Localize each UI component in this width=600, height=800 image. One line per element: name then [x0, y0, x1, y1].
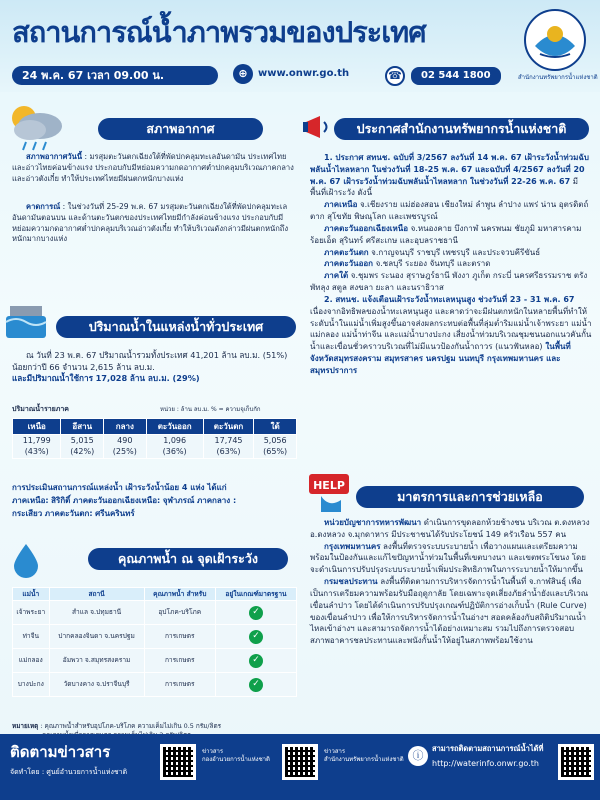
help-sign-icon: [307, 470, 353, 514]
report-date: 24 พ.ค. 67 เวลา 09.00 น.: [12, 66, 218, 85]
info-icon: ⓘ: [408, 746, 428, 766]
announce-p1-tail: มีพื้นที่เฝ้าระวัง ดังนี้: [310, 176, 578, 198]
central-dam: กระเสียว: [12, 508, 43, 518]
region-table-unit: หน่วย : ล้าน ลบ.ม. % = ความจุเก็บกัก: [160, 406, 261, 413]
quality-column-header: สถานี: [49, 588, 144, 601]
footer-follow: ติดตามข่าวสาร: [10, 743, 111, 761]
storage-summary-text: ณ วันที่ 23 พ.ค. 67 ปริมาณน้ำรวมทั้งประเทศ 41,201 ล้าน ลบ.ม. (51%) น้อยกว่าปี 66 จำนวน 2,615 ล้าน ลบ.ม.: [12, 350, 288, 372]
announce-ne-label: ภาคตะวันออกเฉียงเหนือ: [324, 223, 409, 233]
announce-body: [310, 152, 592, 377]
help-sign-text: HELP: [313, 479, 345, 492]
qr-code-nwc[interactable]: [160, 744, 196, 780]
water-drop-icon: [6, 540, 46, 580]
region-value: [254, 435, 297, 459]
region-value: [104, 435, 147, 459]
quality-river: ท่าจีน: [13, 625, 50, 649]
qr-code-onwr[interactable]: [282, 744, 318, 780]
region-percent: (65%): [263, 446, 288, 456]
announce-north-text: จ.เชียงราย แม่ฮ่องสอน เชียงใหม่ ลำพูน ลำปาง แพร่ น่าน อุตรดิตถ์ ตาก สุโขทัย พิษณุโลก และเพชรบูรณ์: [310, 200, 589, 222]
quality-column-header: แม่น้ำ: [13, 588, 50, 601]
region-header: กลาง: [104, 419, 147, 435]
north-label: ภาคเหนือ:: [12, 495, 49, 505]
footer-url[interactable]: http://waterinfo.onwr.go.th: [432, 759, 539, 768]
announce-west-text: จ.กาญจนบุรี ราชบุรี เพชรบุรี และประจวบคีรีขันธ์: [368, 247, 541, 257]
phone-icon: ☎: [385, 66, 405, 86]
quality-status: [215, 625, 296, 649]
announce-p1-lead: 1. ประกาศ สทนช. ฉบับที่ 3/2567 ลงวันที่ 14 พ.ค. 67 เฝ้าระวังน้ำท่วมฉับพลันน้ำไหลหลาก ในช่วงวันที่ 18-25 พ.ค. 67 และฉบับที่ 4/2567 ลงวันที่ 20 พ.ค. 67 เฝ้าระวังน้ำท่วมฉับพลันน้ำไหลหลาก ในช่วงวันที่ 22-26 พ.ค. 67: [310, 153, 589, 186]
region-volume: 5,015: [70, 436, 94, 446]
phone-number: 02 544 1800: [411, 67, 501, 85]
region-volume: 490: [117, 436, 133, 446]
weather-today: [12, 152, 297, 184]
usable-prefix: และมีปริมาณน้ำใช้การ: [12, 373, 93, 384]
weather-forecast: [12, 202, 297, 245]
region-header: ตะวันออก: [146, 419, 203, 435]
quality-river: บางปะกง: [13, 673, 50, 697]
m2-label: กรุงเทพมหานคร: [324, 541, 381, 551]
note-label: หมายเหตุ: [12, 722, 39, 730]
qr1-caption-b: กองอำนวยการน้ำแห่งชาติ: [202, 755, 270, 763]
weather-today-label: สภาพอากาศวันนี้: [26, 152, 83, 161]
logo-caption: สำนักงานทรัพยากรน้ำแห่งชาติ: [518, 74, 598, 81]
region-volume: 1,096: [163, 436, 187, 446]
header: [0, 0, 600, 92]
quality-status: [215, 673, 296, 697]
storage-assessment: [12, 482, 300, 520]
qr2-caption-b: สำนักงานทรัพยากรน้ำแห่งชาติ: [324, 755, 404, 763]
m3-text: ลงพื้นที่ติดตามการบริหารจัดการน้ำในพื้นที่ จ.กาฬสินธุ์ เพื่อเป็นการเตรียมความพร้อมรับมือฤดูกาลัย โดยเฉพาะจุดเสี่ยงภัยลำน้ำยังและบริเวณเขื่อนลำปาว โดยได้ดำเนินการปรับปรุงเกณฑ์ปฏิบัติการอ่างเก็บน้ำ (Rule Curve) ของเขื่อนลำปาว เพื่อให้การบริหารจัดการน้ำในอ่างฯ สอดคล้องกับสถิติปริมาณน้ำไหลเข้าอ่างฯ และสามารถจัดการน้ำได้อย่างเหมาะสม รวมไปถึงการตรวจสอบสภาพอาคารชลประทานและพนังกั้นน้ำให้อยู่ในสภาพพร้อมใช้งาน: [310, 577, 589, 646]
quality-row: [13, 649, 297, 673]
quality-river: แม่กลอง: [13, 649, 50, 673]
footer-producer: จัดทำโดย : ศูนย์อำนวยการน้ำแห่งชาติ: [10, 768, 128, 776]
phone-contact: [385, 66, 501, 86]
region-percent: (43%): [24, 446, 49, 456]
check-icon: ✓: [249, 630, 263, 644]
weather-heading: สภาพอากาศ: [98, 118, 263, 140]
storage-heading: ปริมาณน้ำในแหล่งน้ำทั่วประเทศ: [56, 316, 296, 338]
region-table: [12, 418, 297, 459]
qr1-caption: [202, 748, 272, 763]
central-label: ภาคกลาง :: [196, 495, 237, 505]
globe-icon: ⊕: [233, 64, 253, 84]
m2-text: ลงพื้นที่ตรวจระบบระบายน้ำ เพื่อวางแผนและเตรียมความพร้อมในป้องกันและแก้ไขปัญหาน้ำท่วมในพื้นที่เขตบางนา และเขตพระโขนง โดยจะดำเนินการปรับปรุงระบบระบายน้ำเพิ่มประสิทธิภาพในการระบายน้ำให้มากขึ้น: [310, 541, 586, 575]
west-label: ภาคตะวันตก:: [44, 508, 93, 518]
weather-today-text: : มรสุมตะวันตกเฉียงใต้ที่พัดปกคลุมทะเลอันดามัน ประเทศไทย และอ่าวไทยค่อนข้างแรง ประกอบกับมีหย่อมความกดอากาศต่ำปกคลุมบริเวณภาคกลาง และอ่าวตังเกี๋ย ทำให้ประเทศไทยมีฝนตกหนักบางแห่ง: [12, 152, 294, 183]
announce-ne-text: จ.หนองคาย บึงกาฬ นครพนม ชัยภูมิ มหาสารคาม ร้อยเอ็ด สุรินทร์ ศรีสะเกษ และอุบลราชธานี: [310, 223, 582, 245]
usable-suffix: ล้าน ลบ.ม. (29%): [129, 373, 200, 384]
weather-forecast-label: คาดการณ์: [26, 202, 61, 211]
note-1: : คุณภาพน้ำสำหรับอุปโภค-บริโภค ความเค็มไม่เกิน 0.5 กรัม/ลิตร: [40, 722, 222, 730]
assessment-prefix: การประเมินสถานการณ์แหล่งน้ำ: [12, 483, 123, 492]
region-percent: (36%): [162, 446, 187, 456]
region-value: [13, 435, 61, 459]
region-percent: (63%): [216, 446, 241, 456]
website-text: www.onwr.go.th: [258, 67, 350, 79]
quality-use: อุปโภค-บริโภค: [144, 601, 215, 625]
storage-summary: [12, 350, 297, 385]
region-percent: (42%): [70, 446, 95, 456]
region-value: [146, 435, 203, 459]
announce-east-text: จ.ชลบุรี ระยอง จันทบุรี และตราด: [373, 259, 491, 269]
usable-value: 17,028: [95, 373, 128, 384]
announce-east-label: ภาคตะวันออก: [324, 259, 374, 269]
rain-cloud-icon: [2, 96, 72, 156]
region-volume: 5,056: [263, 436, 287, 446]
qr-code-waterinfo[interactable]: [558, 744, 594, 780]
quality-table: [12, 587, 297, 697]
quality-row: [13, 673, 297, 697]
website-link[interactable]: [233, 64, 349, 84]
announce-south-label: ภาคใต้: [324, 271, 349, 281]
quality-status: [215, 649, 296, 673]
region-volume: 11,799: [22, 436, 51, 446]
footer-track: สามารถติดตามสถานการณ์น้ำได้ที่: [432, 744, 544, 753]
qr2-caption: [324, 748, 404, 763]
check-icon: ✓: [249, 606, 263, 620]
m1-label: หน่วยบัญชาการทหารพัฒนา: [324, 518, 422, 527]
quality-station: อัมพวา จ.สมุทรสงคราม: [49, 649, 144, 673]
quality-column-header: คุณภาพน้ำ สำหรับ: [144, 588, 215, 601]
announce-p2-text: เนื่องจากอิทธิพลของน้ำทะเลหนุนสูง และคาดว่าจะมีฝนตกหนักในหลายพื้นที่ทำให้ระดับน้ำในแม่น้ำเพิ่มสูงขึ้นอาจส่งผลกระทบต่อพื้นที่ลุ่มต่ำริมแม่น้ำเจ้าพระยา แม่น้ำแม่กลอง แม่น้ำท่าจีน และแม่น้ำบางปะกง เสี่ยงน้ำท่วมบริเวณชุมชนนอกแนวคันกั้นน้ำและเขื่อนชั่วคราวบริเวณที่ไม่มีแนวป้องกันน้ำถาวร (แนวฟันหลอ): [310, 306, 592, 352]
region-header: ตะวันตก: [203, 419, 254, 435]
megaphone-icon: [302, 112, 338, 142]
quality-river: เจ้าพระยา: [13, 601, 50, 625]
ne-dam: จุฬาภรณ์: [162, 495, 195, 505]
qr2-caption-a: ข่าวสาร: [324, 748, 346, 755]
page-title: สถานการณ์น้ำภาพรวมของประเทศ: [12, 15, 426, 49]
announce-heading: ประกาศสำนักงานทรัพยากรน้ำแห่งชาติ: [334, 118, 589, 140]
region-value: [61, 435, 104, 459]
m1-text: ดำเนินการขุดลอกห้วยช้างชน บริเวณ ต.ดงหลวง อ.ดงหลวง จ.มุกดาหาร มีประชาชนได้รับประโยชน์ 149 ครัวเรือน 557 คน: [310, 518, 590, 539]
quality-row: [13, 625, 297, 649]
announce-west-label: ภาคตะวันตก: [324, 247, 369, 257]
check-icon: ✓: [249, 654, 263, 668]
quality-row: [13, 601, 297, 625]
announce-north-label: ภาคเหนือ: [324, 200, 358, 210]
region-header: ใต้: [254, 419, 297, 435]
announce-p2-tail: ในพื้นที่จังหวัดสมุทรสงคราม สมุทรสาคร นครปฐม นนทบุรี กรุงเทพมหานคร และสมุทรปราการ: [310, 342, 571, 375]
region-volume: 17,745: [214, 436, 243, 446]
region-table-title: ปริมาณน้ำรายภาค: [12, 405, 69, 413]
weather-forecast-text: : ในช่วงวันที่ 25-29 พ.ค. 67 มรสุมตะวันตกเฉียงใต้ที่พัดปกคลุมทะเลอันดามันตอนบน และด้านตะวันตกของประเทศไทยมีกำลังค่อนข้างแรง ประกอบกับมีหย่อมความกดอากาศต่ำปกคลุมบริเวณอ่าวตังเกี๋ย ทำให้บริเวณดังกล่าวมีฝนตกหนักถึงหนักมากบางแห่ง: [12, 202, 289, 244]
region-percent: (25%): [112, 446, 137, 456]
check-icon: ✓: [249, 678, 263, 692]
region-header: เหนือ: [13, 419, 61, 435]
measures-body: [310, 517, 592, 647]
announce-p2-lead: 2. สทนช. แจ้งเตือนเฝ้าระวังน้ำทะเลหนุนสูง ช่วงวันที่ 23 - 31 พ.ค. 67: [324, 294, 575, 304]
m3-label: กรมชลประทาน: [324, 577, 378, 587]
qr1-caption-a: ข่าวสาร: [202, 748, 224, 755]
region-header: อีสาน: [61, 419, 104, 435]
quality-use: การเกษตร: [144, 673, 215, 697]
measures-heading: มาตรการและการช่วยเหลือ: [356, 486, 584, 508]
assessment-red: เฝ้าระวังน้ำน้อย 4 แห่ง ได้แก่: [125, 483, 227, 492]
region-value: [203, 435, 254, 459]
west-dam: ศรีนครินทร์: [95, 508, 135, 518]
quality-station: ปากคลองจินดา จ.นครปฐม: [49, 625, 144, 649]
ne-label: ภาคตะวันออกเฉียงเหนือ:: [72, 495, 161, 505]
quality-status: [215, 601, 296, 625]
north-dam: สิริกิติ์: [51, 495, 71, 505]
quality-station: สำแล จ.ปทุมธานี: [49, 601, 144, 625]
quality-use: การเกษตร: [144, 649, 215, 673]
quality-column-header: อยู่ในเกณฑ์มาตรฐาน: [215, 588, 296, 601]
reservoir-icon: [2, 296, 50, 344]
quality-station: วัดบางคาง จ.ปราจีนบุรี: [49, 673, 144, 697]
footer: [0, 734, 600, 800]
announce-south-text: จ.ชุมพร ระนอง สุราษฎร์ธานี พังงา ภูเก็ต กระบี่ นครศรีธรรมราช ตรัง พัทลุง สตูล สงขลา ยะลา และนราธิวาส: [310, 271, 588, 293]
quality-heading: คุณภาพน้ำ ณ จุดเฝ้าระวัง: [88, 548, 288, 570]
quality-use: การเกษตร: [144, 625, 215, 649]
